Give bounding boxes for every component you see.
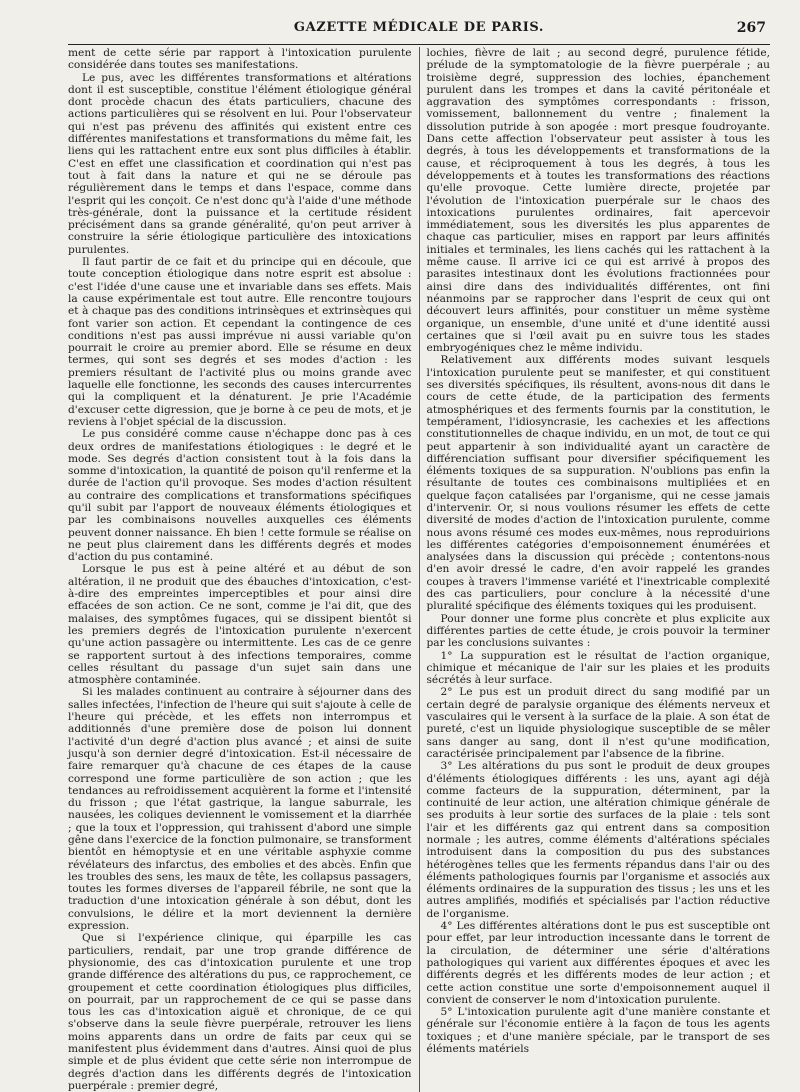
paragraph: Que si l'expérience clinique, qui éparpille les cas particuliers, rendait, par une trop grande différence de physionomie, des cas d'intoxication purulente et une trop grande différence des altérations du pus, ce rapprochement, ce groupement et cette coordination étiologiques plus difficiles, on pourrait, par un rapprochement de ce qui se passe dans tous les cas d'intoxication aiguë et chronique, de ce qui s'observe dans la seule fièvre puerpérale, retrouver les liens moins apparents dans un ordre de faits par ceux qui se manifestent plus évidemment dans d'autres. Ainsi quoi de plus simple et de plus évident que cette série non interrompue de degrés d'action dans les différents degrés de l'intoxication puerpérale : premier degré,: [68, 932, 412, 1092]
running-title: GAZETTE MÉDICALE DE PARIS.: [293, 20, 545, 35]
text-columns: [68, 47, 770, 1092]
conclusion-item: 1° La suppuration est le résultat de l'action organique, chimique et mécanique de l'air sur les plaies et les produits sécrétés à leur surface.: [426, 649, 770, 687]
right-column: [427, 47, 771, 1092]
paragraph: Relativement aux différents modes suivant lesquels l'intoxication purulente peut se manifester, et qui constituent ses diversités spécifiques, ils résultent, avons-nous dit dans le cours de cette étude, de la participation des ferments atmosphériques et des ferments fournis par la constitution, le tempérament, l'idiosyncrasie, les cachexies et les affections constitutionnelles de chaque individu, en un mot, de tout ce qui peut appartenir à son individualité ayant un caractère de différenciation suffisant pour diversifier spécifiquement les éléments toxiques de sa suppuration. N'oublions pas enfin la résultante de toutes ces combinaisons multipliées et en quelque façon catalisées par l'organisme, qui ne cesse jamais d'intervenir. Or, si nous voulions résumer les effets de cette diversité de modes d'action de l'intoxication purulente, comme nous avons résumé ces modes eux-mêmes, nous reproduirions les différentes catégories d'empoisonnement énumérées et analysées dans la discussion qui précède ; contentons-nous d'en avoir dressé le cadre, d'en avoir rappelé les grandes coupes à travers l'immense variété et l'inextricable complexité des cas particuliers, pour conclure à la nécessité d'une pluralité spécifique des éléments toxiques qui les produisent.: [426, 354, 770, 613]
paragraph: Si les malades continuent au contraire à séjourner dans des salles infectées, l'infection de l'heure qui suit s'ajoute à celle de l'heure qui précède, et les effets non interrompus et additionnés d'une première dose de poison lui donnent l'activité d'un degré d'action plus avancé ; et ainsi de suite jusqu'à son dernier degré d'intoxication. Est-il nécessaire de faire remarquer qu'à chacune de ces étapes de la cause correspond une forme particulière de son action ; que les tendances au refroidissement acquièrent la forme et l'intensité du frisson ; que l'état gastrique, la langue saburrale, les nausées, les coliques deviennent le vomissement et la diarrhée ; que la toux et l'oppression, qui trahissent d'abord une simple gêne dans l'exercice de la fonction pulmonaire, se transforment bientôt en hémoptysie et en une véritable asphyxie comme révélateurs des infarctus, des embolies et des abcès. Enfin que les troubles des sens, les maux de tête, les collapsus passagers, toutes les formes diverses de l'appareil fébrile, ne sont que la traduction d'une intoxication générale à son début, dont les convulsions, le délire et la mort deviennent la dernière expression.: [68, 686, 412, 933]
page-number: 267: [736, 20, 766, 36]
column-divider: [419, 47, 420, 1092]
conclusion-item: 3° Les altérations du pus sont le produit de deux groupes d'éléments étiologiques différents : les uns, ayant agi déjà comme facteurs de la suppuration, déterminent, par la continuité de leur action, une altération chimique générale de ses produits à leur sortie des surfaces de la plaie : tels sont l'air et les différents gaz qui entrent dans sa composition normale ; les autres, comme éléments d'altérations spéciales introduisent dans la composition du pus des substances hétérogènes telles que les ferments répandus dans l'air ou des éléments pathologiques fournis par l'organisme et associés aux éléments ordinaires de la suppuration des tissus ; les uns et les autres amplifiés, modifiés et spécialisés par l'action réductive de l'organisme.: [426, 760, 770, 920]
paragraph: Pour donner une forme plus concrète et plus explicite aux différentes parties de cette étude, je crois pouvoir la terminer par les conclusions suivantes :: [426, 612, 770, 650]
paragraph: Le pus considéré comme cause n'échappe donc pas à ces deux ordres de manifestations étiologiques : le degré et le mode. Ses degrés d'action consistent tout à la fois dans la somme d'intoxication, la quantité de poison qu'il renferme et la durée de l'action qu'il provoque. Ses modes d'action résultent au contraire des complications et transformations spécifiques qu'il subit par l'apport de nouveaux éléments étiologiques et par les combinaisons nouvelles auxquelles ces éléments peuvent donner naissance. Eh bien ! cette formule se réalise on ne peut plus clairement dans les différents degrés et modes d'action du pus contaminé.: [68, 428, 412, 564]
paragraph: ment de cette série par rapport à l'intoxication purulente considérée dans toutes ses manifestations.: [68, 47, 412, 72]
paragraph: Lorsque le pus est à peine altéré et au début de son altération, il ne produit que des ébauches d'intoxication, c'est-à-dire des empreintes imperceptibles et pour ainsi dire effacées de son action. Ce ne sont, comme je l'ai dit, que des malaises, des symptômes fugaces, qui se dissipent bientôt si les premiers degrés de l'intoxication purulente n'exercent qu'une action passagère ou intermittente. Les cas de ce genre se rapportent surtout à des infections temporaires, comme celles résultant du passage d'un sujet sain dans une atmosphère contaminée.: [68, 563, 412, 687]
conclusion-item: 2° Le pus est un produit direct du sang modifié par un certain degré de paralysie organique des éléments nerveux et vasculaires qui le versent à la surface de la plaie. A son état de pureté, c'est un liquide physiologique susceptible de se mêler sans danger au sang, dont il n'est qu'une modification, caractérisée principalement par l'absence de la fibrine.: [426, 686, 770, 760]
paragraph: Il faut partir de ce fait et du principe qui en découle, que toute conception étiologique dans notre esprit est absolue : c'est l'idée d'une cause une et invariable dans ses effets. Mais la cause expérimentale est tout autre. Elle rencontre toujours et à chaque pas des conditions intrinsèques et extrinsèques qui font varier son action. Et cependant la contingence de ces conditions n'est pas aussi imprévue ni aussi variable qu'on pourrait le croire au premier abord. Elle se résume en deux termes, qui sont ses degrés et ses modes d'action : les premiers résultant de l'activité plus ou moins grande avec laquelle elle fonctionne, les seconds des causes intercurrentes qui la compliquent et la dénaturent. Je prie l'Académie d'excuser cette digression, que je borne à ce peu de mots, et je reviens à l'objet spécial de la discussion.: [68, 256, 412, 428]
left-column: [68, 47, 412, 1092]
page-header: [68, 18, 770, 45]
paragraph: lochies, fièvre de lait ; au second degré, purulence fétide, prélude de la symptomatologie de la fièvre puerpérale ; au troisième degré, suppression des lochies, épanchement purulent dans les trompes et dans la cavité péritonéale et aggravation des symptômes correspondants : frisson, vomissement, ballonnement du ventre ; finalement la dissolution putride à son apogée : mort presque foudroyante. Dans cette affection l'observateur peut assister à tous les degrés, à tous les développements et transformations de la cause, et réciproquement à tous les degrés, à tous les développements et à toutes les transformations des réactions qu'elle provoque. Cette lumière directe, projetée par l'évolution de l'intoxication puerpérale sur le chaos des intoxications purulentes ordinaires, fait apercevoir immédiatement, sous les diversités les plus apparentes de chaque cas particulier, mises en rapport par leurs affinités initiales et terminales, les liens cachés qui les rattachent à la même cause. Il arrive ici ce qui est arrivé à propos des parasites intestinaux dont les évolutions fractionnées pour ainsi dire dans des individualités différentes, ont fini néanmoins par se rapprocher dans l'esprit de ceux qui ont découvert leurs affinités, pour constituer un même système organique, un ensemble, d'une unité et d'une identité aussi certaines que si l'œil avait pu en suivre tous les stades embryogéniques chez le même individu.: [426, 47, 770, 355]
conclusion-item: 4° Les différentes altérations dont le pus est susceptible ont pour effet, par leur introduction incessante dans le torrent de la circulation, de déterminer une série d'altérations pathologiques qui varient aux différentes époques et avec les différents degrés et les différents modes de leur action ; et cette action constitue une sorte d'empoisonnement auquel il convient de conserver le nom d'intoxication purulente.: [426, 920, 770, 1006]
paragraph: Le pus, avec les différentes transformations et altérations dont il est susceptible, constitue l'élément étiologique général dont procède chacun des états particuliers, chacune des actions particulières qui se résolvent en lui. Pour l'observateur qui n'est pas prévenu des affinités qui existent entre ces différentes manifestations et transformations du même fait, les liens qui les rattachent entre eux sont plus difficiles à établir. C'est en effet une classification et coordination qui n'est pas tout à fait dans la nature et qui ne se déroule pas régulièrement dans le temps et dans l'espace, comme dans l'esprit qui les conçoit. Ce n'est donc qu'à l'aide d'une méthode très-générale, dont la puissance et la certitude résident précisément dans sa grande généralité, qu'on peut arriver à construire la série étiologique particulière des intoxications purulentes.: [68, 71, 412, 256]
conclusion-item: 5° L'intoxication purulente agit d'une manière constante et générale sur l'économie entière à la façon de tous les agents toxiques ; et d'une manière spéciale, par le transport de ses éléments matériels: [426, 1006, 770, 1056]
